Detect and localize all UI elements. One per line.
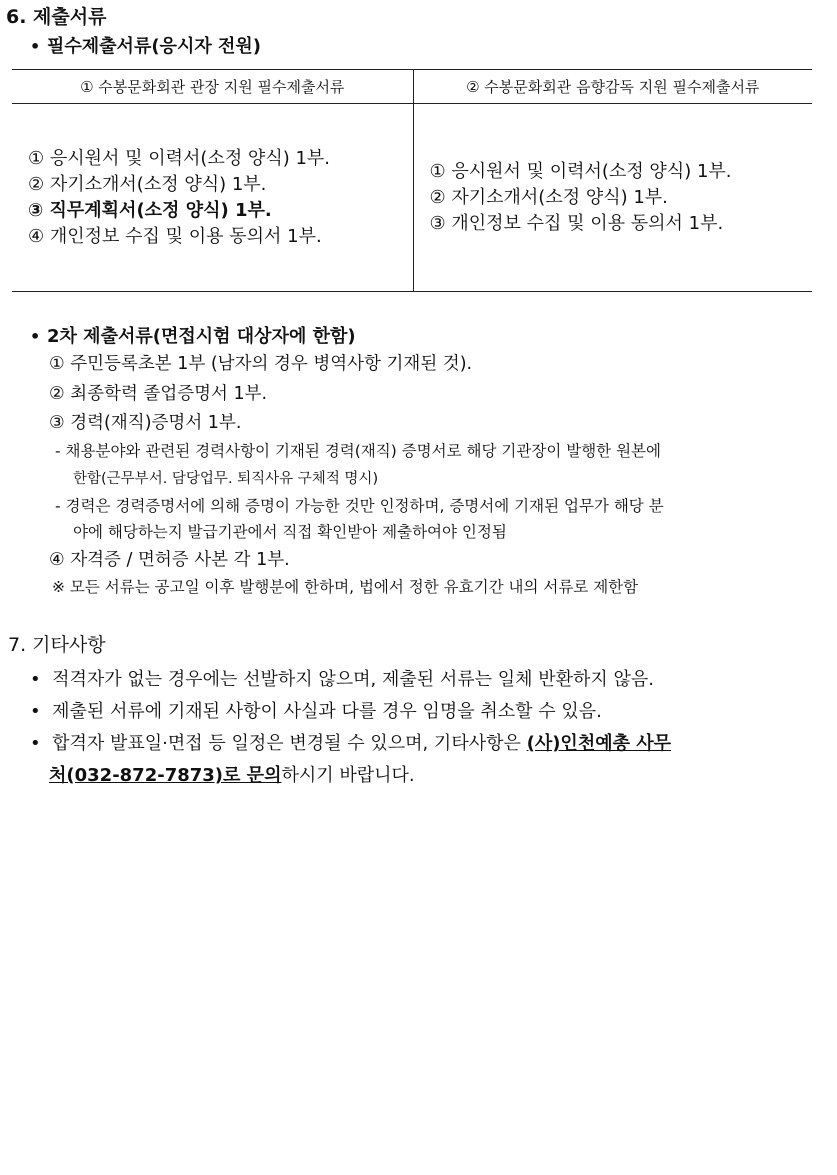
etc-bullet-2-text: 제출된 서류에 기재된 사항이 사실과 다를 경우 임명을 취소할 수 있음. [52, 701, 602, 722]
bullet-dot: • [30, 701, 53, 722]
contact-info: (사)인천예총 사무 [526, 733, 672, 754]
sound-director-docs-cell [413, 104, 812, 292]
bullet-dot: • [30, 37, 41, 56]
list-item: ④ 개인정보 수집 및 이용 동의서 1부. [28, 225, 322, 247]
list-item: ① 응시원서 및 이력서(소정 양식) 1부. [28, 147, 331, 169]
bullet-dot: • [30, 669, 53, 690]
note-2-line-1: - 경력은 경력증명서에 의해 증명이 가능한 것만 인정하며, 증명서에 기재된 업무가 해당 분 [55, 497, 664, 515]
second-docs-title-text: 2차 제출서류(면접시험 대상자에 한함) [47, 326, 356, 347]
remark-note: ※ 모든 서류는 공고일 이후 발행분에 한하며, 법에서 정한 유효기간 내의 서류로 제한함 [52, 578, 639, 596]
section-7-heading: 7. 기타사항 [8, 634, 106, 656]
second-item-1: ① 주민등록초본 1부 (남자의 경우 병역사항 기재된 것). [49, 354, 473, 374]
bullet-dot: • [30, 733, 53, 754]
note-1-line-1: - 채용분야와 관련된 경력사항이 기재된 경력(재직) 증명서로 해당 기관장이 발행한 원본에 [55, 442, 661, 460]
director-docs-cell [12, 104, 413, 292]
list-item: ② 자기소개서(소정 양식) 1부. [28, 173, 267, 195]
second-item-2: ② 최종학력 졸업증명서 1부. [49, 384, 268, 404]
etc-bullet-3-tail: 하시기 바랍니다. [281, 765, 415, 786]
required-docs-title-text: 필수제출서류(응시자 전원) [47, 36, 261, 57]
list-item: ③ 개인정보 수집 및 이용 동의서 1부. [429, 212, 724, 234]
note-2-line-2: 야에 해당하는지 발급기관에서 직접 확인받아 제출하여야 인정됨 [73, 523, 507, 541]
table-header-sound-director: ② 수봉문화회관 음향감독 지원 필수제출서류 [413, 70, 812, 104]
note-1-line-2: 한함(근무부서. 담당업무. 퇴직사유 구체적 명시) [73, 471, 379, 487]
second-docs-title [30, 322, 356, 348]
second-item-3: ③ 경력(재직)증명서 1부. [49, 413, 242, 433]
etc-bullet-3-text: 합격자 발표일·면접 등 일정은 변경될 수 있으며, 기타사항은 [52, 733, 527, 754]
list-item: ③ 직무계획서(소정 양식) 1부. [28, 199, 272, 221]
section-6-heading: 6. 제출서류 [6, 6, 107, 28]
etc-bullet-2 [30, 697, 602, 723]
list-item: ② 자기소개서(소정 양식) 1부. [429, 186, 668, 208]
etc-bullet-3-continued [49, 761, 415, 787]
etc-bullet-3 [30, 729, 671, 755]
list-item: ① 응시원서 및 이력서(소정 양식) 1부. [429, 160, 732, 182]
table-header-director: ① 수봉문화회관 관장 지원 필수제출서류 [12, 70, 413, 104]
etc-bullet-1 [30, 665, 654, 691]
etc-bullet-1-text: 적격자가 없는 경우에는 선발하지 않으며, 제출된 서류는 일체 반환하지 않음. [52, 669, 655, 690]
second-item-4: ④ 자격증 / 면허증 사본 각 1부. [49, 550, 290, 570]
contact-info: 처(032-872-7873)로 문의 [49, 765, 282, 786]
bullet-dot: • [30, 327, 41, 346]
required-docs-table [12, 69, 812, 292]
required-docs-title [30, 32, 261, 58]
